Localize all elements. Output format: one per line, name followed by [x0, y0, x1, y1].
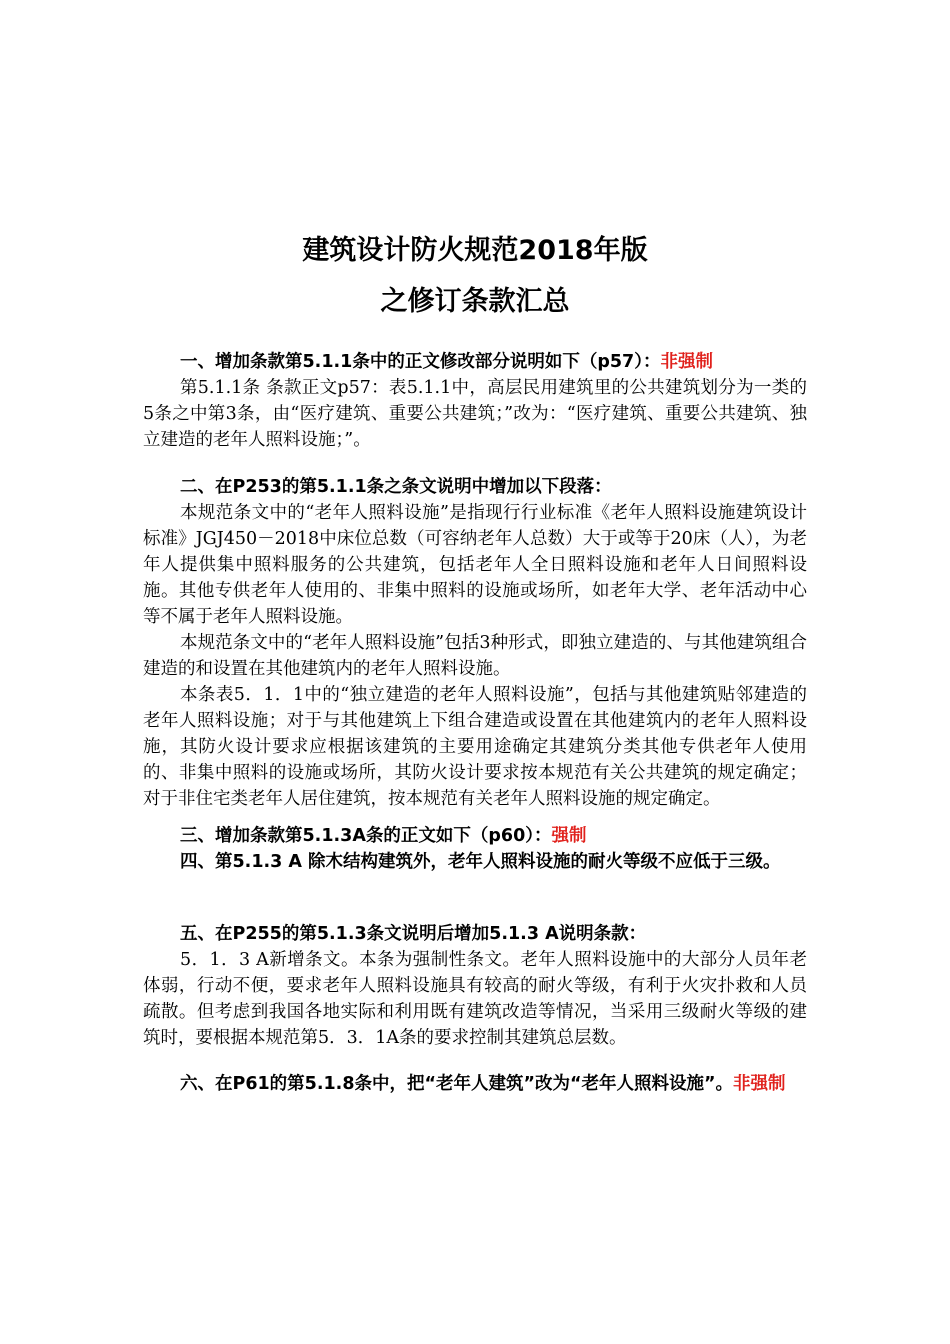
section-2-paragraph-1: 本规范条文中的“老年人照料设施”是指现行行业标准《老年人照料设施建筑设计标准》JGJ450－2018中床位总数（可容纳老年人总数）大于或等于20床（人），为老年人提供集中照料服务的公共建筑，包括老年人全日照料设施和老年人日间照料设施。其他专供老年人使用的、非集中照料的设施或场所，如老年大学、老年活动中心等不属于老年人照料设施。: [143, 503, 807, 627]
section-6-tag: 非强制: [733, 1074, 786, 1094]
section-6-heading-text: 六、在P61的第5.1.8条中，把“老年人建筑”改为“老年人照料设施”。: [180, 1074, 734, 1094]
document-title-line-1: 建筑设计防火规范2018年版: [302, 235, 648, 266]
section-1-tag: 非强制: [660, 352, 713, 372]
section-1-heading-text: 一、增加条款第5.1.1条中的正文修改部分说明如下（p57）：: [180, 352, 661, 372]
section-6-heading: [143, 1071, 815, 1097]
section-1: [143, 349, 807, 453]
document-title-line-2: 之修订条款汇总: [380, 286, 570, 317]
section-3-heading: [143, 823, 807, 849]
section-5-body: 5．1．3 A新增条文。本条为强制性条文。老年人照料设施中的大部分人员年老体弱，行动不便，要求老年人照料设施具有较高的耐火等级，有利于火灾扑救和人员疏散。但考虑到我国各地实际和利用既有建筑改造等情况，当采用三级耐火等级的建筑时，要根据本规范第5．3．1A条的要求控制其建筑总层数。: [143, 950, 807, 1048]
section-3-tag: 强制: [551, 826, 587, 846]
section-1-body: 第5.1.1条 条款正文p57：表5.1.1中，高层民用建筑里的公共建筑划分为一类的5条之中第3条，由“医疗建筑、重要公共建筑；”改为：“医疗建筑、重要公共建筑、独立建造的老年人照料设施；”。: [143, 378, 807, 450]
section-2: [143, 474, 807, 812]
section-3-heading-text: 三、增加条款第5.1.3A条的正文如下（p60）：: [180, 826, 552, 846]
section-2-paragraph-2: 本规范条文中的“老年人照料设施”包括3种形式，即独立建造的、与其他建筑组合建造的和设置在其他建筑内的老年人照料设施。: [143, 633, 807, 679]
section-3-4: [143, 823, 807, 875]
section-5-heading: 五、在P255的第5.1.3条文说明后增加5.1.3 A说明条款：: [180, 924, 647, 944]
section-4-heading: 四、第5.1.3 A 除木结构建筑外，老年人照料设施的耐火等级不应低于三级。: [180, 852, 781, 872]
section-2-heading: 二、在P253的第5.1.1条之条文说明中增加以下段落：: [180, 477, 612, 497]
section-2-paragraph-3: 本条表5．1．1中的“独立建造的老年人照料设施”，包括与其他建筑贴邻建造的老年人照料设施；对于与其他建筑上下组合建造或设置在其他建筑内的老年人照料设施，其防火设计要求应根据该建筑的主要用途确定其建筑分类其他专供老年人使用的、非集中照料的设施或场所，其防火设计要求按本规范有关公共建筑的规定确定；对于非住宅类老年人居住建筑，按本规范有关老年人照料设施的规定确定。: [143, 685, 807, 809]
section-1-heading: [143, 349, 807, 375]
section-6: [143, 1071, 815, 1097]
section-5: [143, 921, 807, 1051]
